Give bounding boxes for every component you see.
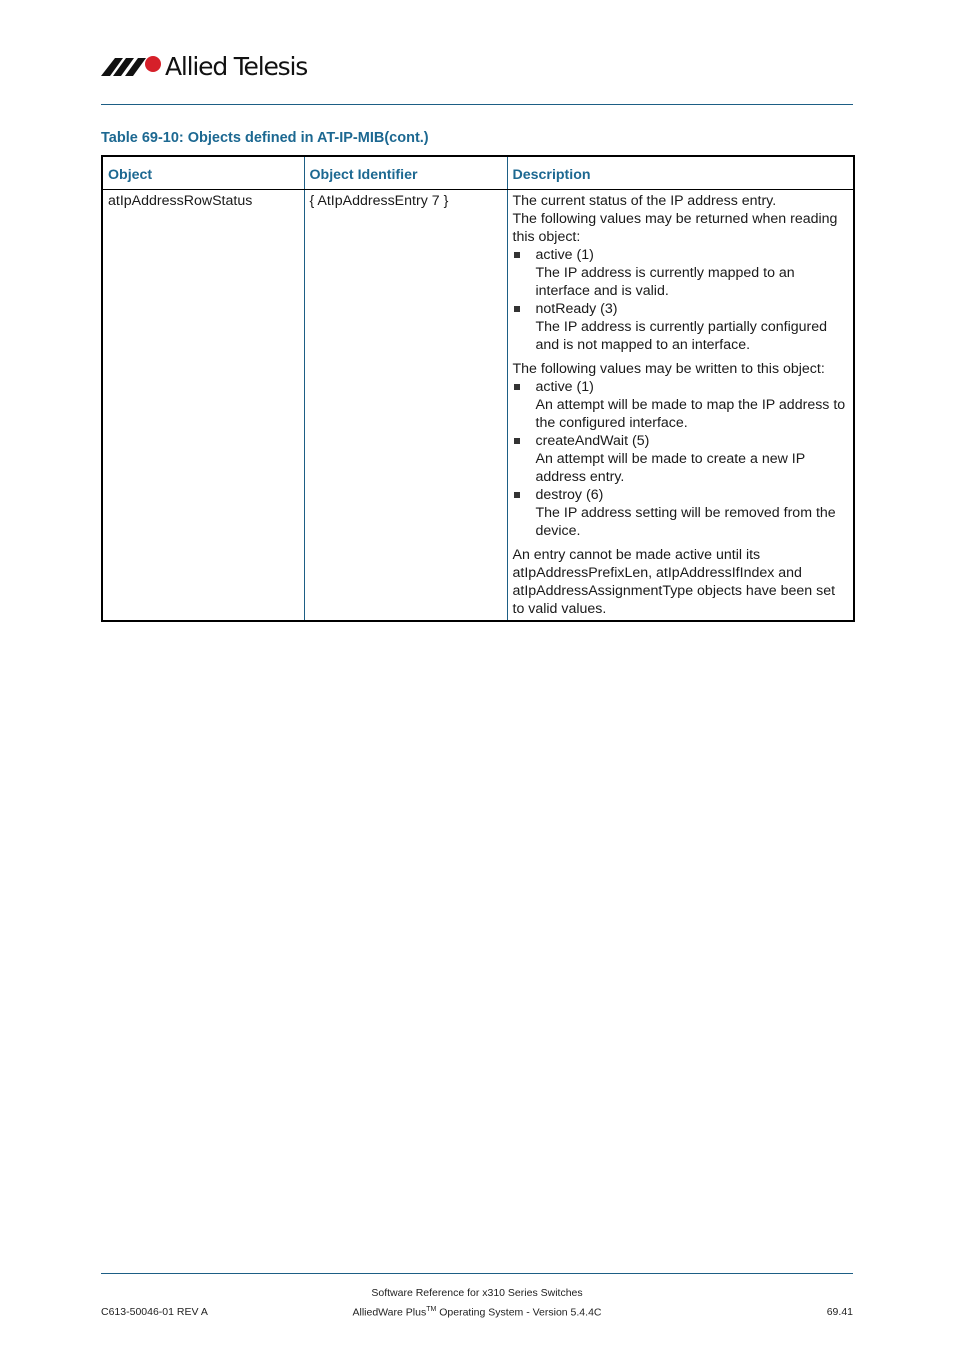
closing-text: An entry cannot be made active until its atIpAddressPrefixLen, atIpAddressIfIndex and atIpAddressAssignmentType objects have been set to valid values. [512,547,836,617]
footer-doc-number: C613-50046-01 REV A [101,1306,208,1318]
square-bullet-icon [514,306,520,312]
allied-telesis-logo [101,52,308,82]
logo-wordmark: Allied Telesis [165,52,308,81]
footer-rule [101,1273,853,1274]
list-item: destroy (6) The IP address setting will be removed from the device. [513,486,850,540]
footer-title: Software Reference for x310 Series Switches [371,1287,583,1299]
description-intro: The current status of the IP address entry. The following values may be returned when reading this object: [512,193,838,245]
footer-page-number: 69.41 [826,1306,853,1318]
description-cell [507,190,854,622]
column-header-description: Description [507,156,854,190]
closing-block [513,546,850,618]
square-bullet-icon [514,252,520,258]
table-caption: Table 69-10: Objects defined in AT-IP-MIB(cont.) [101,130,429,146]
object-cell: atIpAddressRowStatus [108,193,253,209]
footer-os-version: AlliedWare Plus™ Operating System - Version 5.4.4C [352,1306,602,1319]
table-row [102,190,854,622]
header-rule [101,104,853,105]
column-header-identifier: Object Identifier [304,156,507,190]
list-item: createAndWait (5) An attempt will be made to create a new IP address entry. [513,432,850,486]
list-item: active (1) An attempt will be made to map the IP address to the configured interface. [513,378,850,432]
write-values-block [513,360,850,540]
square-bullet-icon [514,438,520,444]
read-values-list [513,246,850,354]
list-item: notReady (3) The IP address is currently partially configured and is not mapped to an interface. [513,300,850,354]
square-bullet-icon [514,492,520,498]
logo-mark-icon [101,54,163,78]
list-item: active (1) The IP address is currently mapped to an interface and is valid. [513,246,850,300]
square-bullet-icon [514,384,520,390]
write-intro: The following values may be written to this object: [512,361,825,377]
read-values-block [513,192,850,354]
write-values-list [513,378,850,540]
column-header-object: Object [102,156,304,190]
identifier-cell: { AtIpAddressEntry 7 } [304,190,507,622]
table-header-row [102,156,854,190]
objects-table [101,155,855,622]
